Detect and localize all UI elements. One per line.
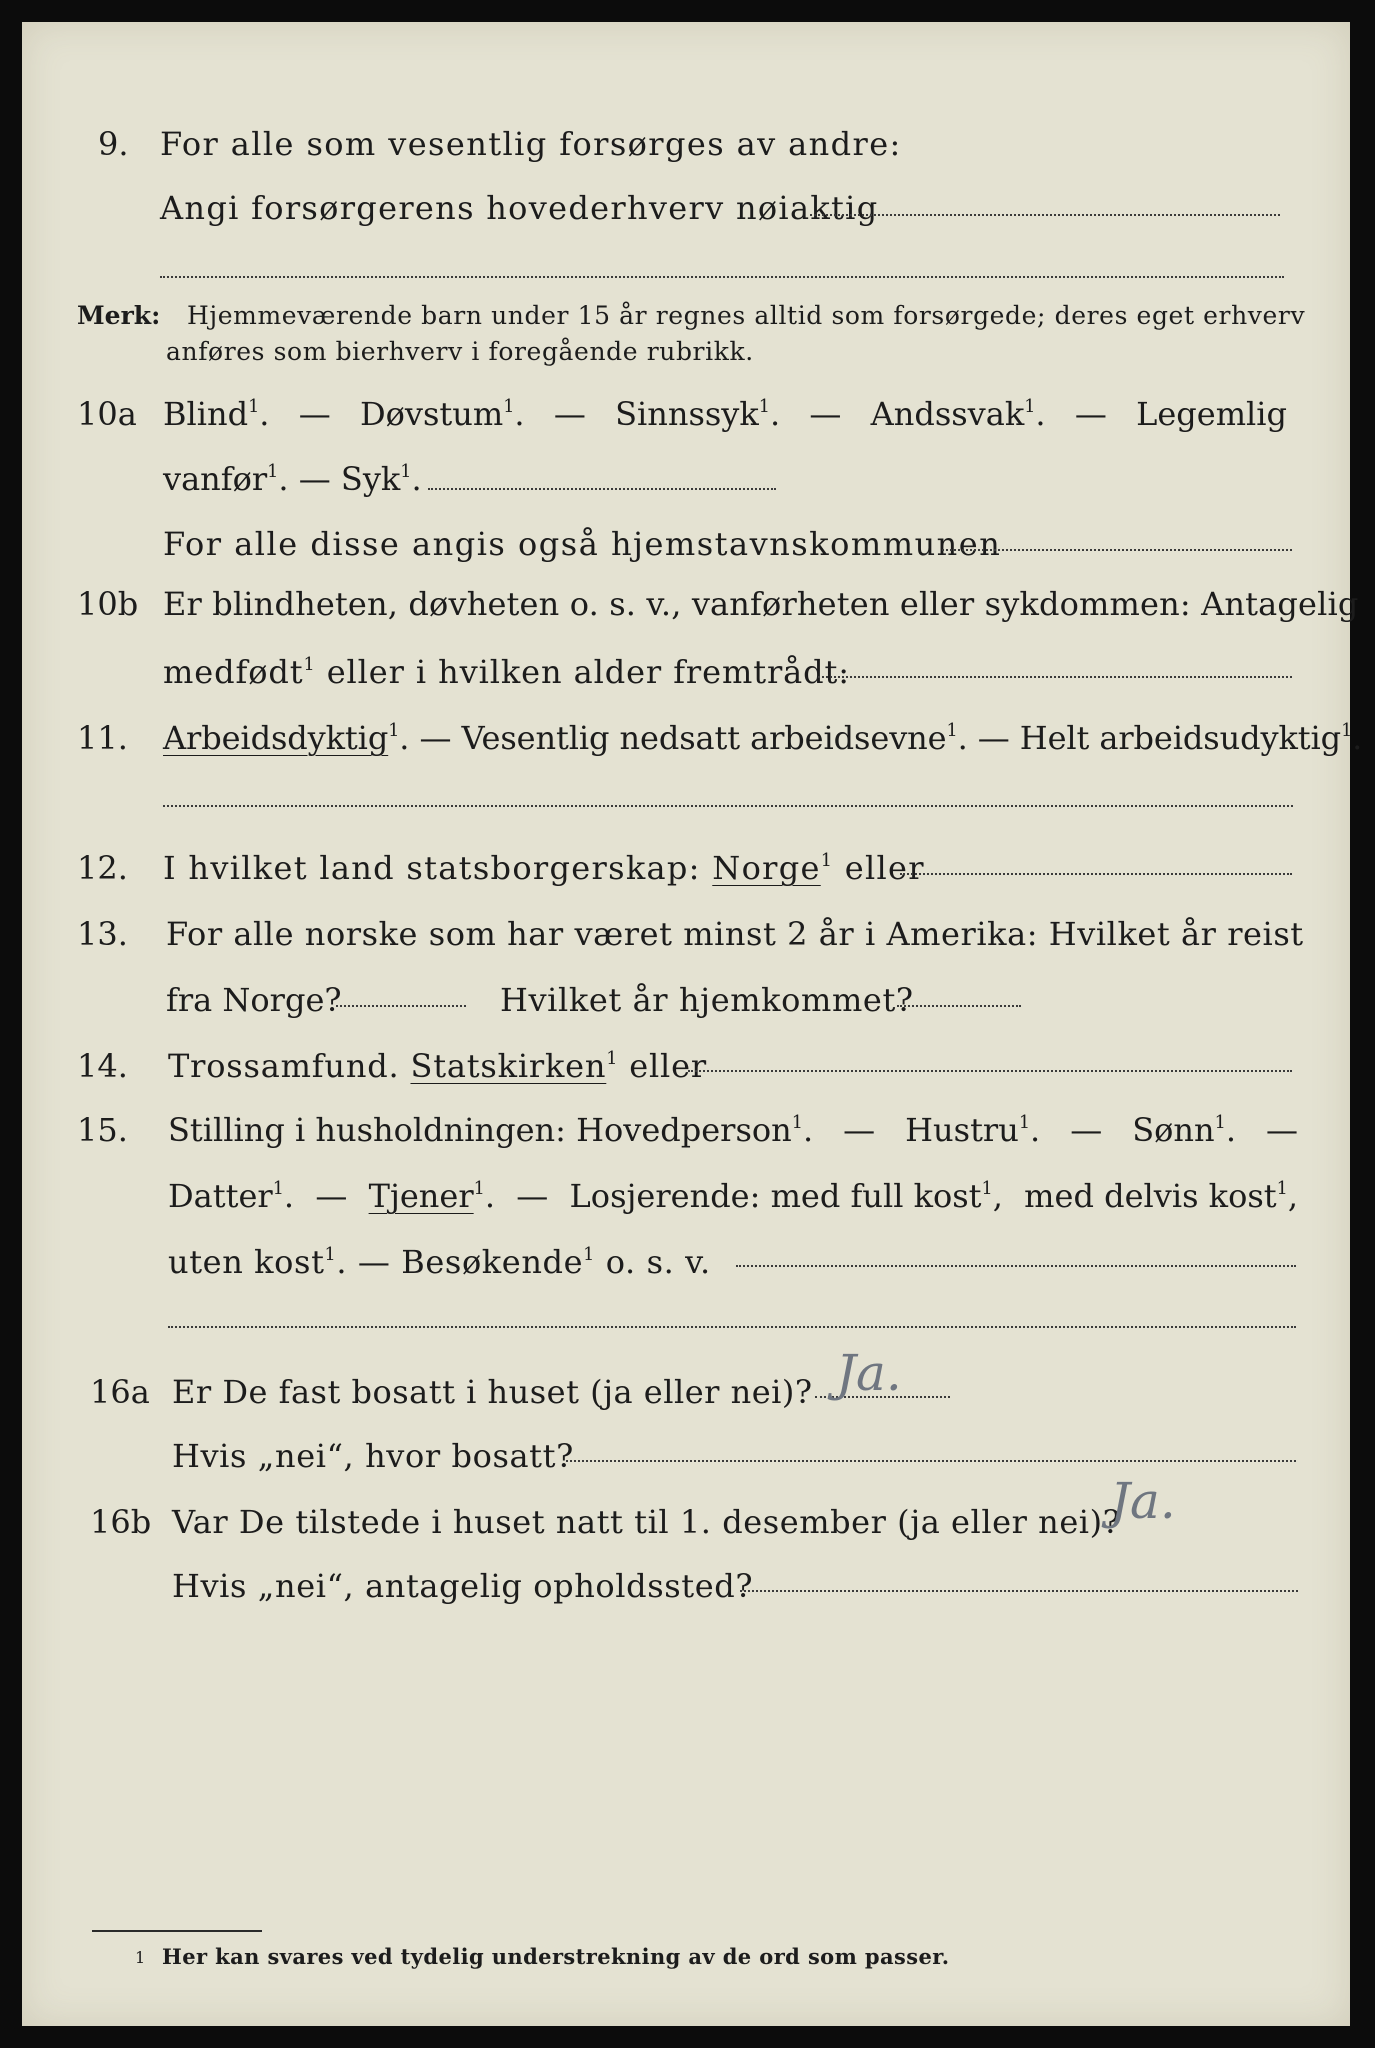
question-12-answer-line <box>900 873 1292 875</box>
question-14-answer-line <box>688 1070 1292 1072</box>
question-14-number: 14. <box>77 1047 128 1085</box>
question-10a-answer-line <box>428 488 776 490</box>
option-udyktig: Helt arbeidsudyktig <box>1019 719 1342 757</box>
option-statskirken-underlined: Statskirken <box>410 1047 607 1085</box>
question-11-number: 11. <box>77 719 128 757</box>
question-10a-line1: Blind$^1$. — Døvstum$^1$. — Sinnssyk$^1$. — Andssvak$^1$. — Legemlig <box>163 395 1287 433</box>
question-16a-line1: Er De fast bosatt i huset (ja eller nei)? <box>172 1373 813 1411</box>
question-13-fra-line <box>336 1005 466 1007</box>
question-9-line2: Angi forsørgerens hovederhverv nøiaktig <box>160 189 879 227</box>
question-16a-line2: Hvis „nei“, hvor bosatt? <box>172 1437 574 1475</box>
question-13-hjem-label: Hvilket år hjemkommet? <box>500 981 914 1019</box>
question-12-line: I hvilket land statsborgerskap: Norge$^1$ eller <box>163 849 925 887</box>
question-13-fra-label: fra Norge? <box>166 981 342 1019</box>
question-15-number: 15. <box>77 1111 128 1149</box>
footnote-marker: 1 <box>135 1948 146 1967</box>
question-16a-handwritten-answer: Ja. <box>836 1344 902 1402</box>
question-13-line1: For alle norske som har været minst 2 år i Amerika: Hvilket år reist <box>166 915 1304 953</box>
merk-label: Merk: <box>77 301 161 330</box>
question-13-hjem-line <box>897 1005 1021 1007</box>
option-medfodt: medfødt <box>163 653 304 691</box>
question-9-answer-line <box>810 214 1280 216</box>
merk-line1: Hjemmeværende barn under 15 år regnes alltid som forsørgede; deres eget erhverv <box>187 301 1306 330</box>
option-vanfor: vanfør <box>163 460 268 498</box>
question-11-extra-line <box>163 805 1293 807</box>
option-blind: Blind <box>163 395 249 433</box>
option-syk: Syk <box>340 460 401 498</box>
question-15-answer-line <box>736 1265 1296 1267</box>
question-13-number: 13. <box>77 915 128 953</box>
option-andssvak: Andssvak <box>870 395 1025 433</box>
question-11-line1: Arbeidsdyktig$^1$. — Vesentlig nedsatt arbeidsevne$^1$. — Helt arbeidsudyktig$^1$. <box>163 719 1363 757</box>
question-10b-answer-line <box>818 676 1292 678</box>
question-10a-line2: vanfør$^1$. — Syk$^1$. <box>163 460 422 498</box>
footnote-text: Her kan svares ved tydelig understrekning av de ord som passer. <box>162 1944 950 1969</box>
question-16b-line2: Hvis „nei“, antagelig opholdssted? <box>172 1567 754 1605</box>
question-10a-line3: For alle disse angis også hjemstavnskommunen <box>163 525 1002 563</box>
merk-line2: anføres som bierhverv i foregående rubrikk. <box>166 337 754 366</box>
question-10a-kommune-line <box>942 549 1292 551</box>
question-9-number: 9. <box>98 125 129 163</box>
option-dovstum: Døvstum <box>359 395 504 433</box>
question-15-line3: uten kost$^1$. — Besøkende$^1$ o. s. v. <box>168 1243 711 1281</box>
question-16b-handwritten-answer: Ja. <box>1110 1472 1176 1530</box>
option-tjener-underlined: Tjener <box>368 1177 474 1215</box>
question-16b-number: 16b <box>90 1503 152 1541</box>
question-9-extra-line <box>160 276 1284 278</box>
question-16a-bosatt-line <box>566 1460 1296 1462</box>
question-10a-number: 10a <box>77 395 137 433</box>
option-legemlig: Legemlig <box>1136 395 1287 433</box>
question-16b-line1: Var De tilstede i huset natt til 1. desember (ja eller nei)? <box>172 1503 1121 1541</box>
question-15-extra-line <box>168 1326 1296 1328</box>
question-10b-number: 10b <box>77 585 139 623</box>
option-nedsatt: Vesentlig nedsatt arbeidsevne <box>461 719 947 757</box>
question-16a-number: 16a <box>90 1373 150 1411</box>
question-10b-line1: Er blindheten, døvheten o. s. v., vanførheten eller sykdommen: Antagelig <box>163 585 1359 623</box>
question-9-line1: For alle som vesentlig forsørges av andre: <box>160 125 902 163</box>
option-arbeidsdyktig-underlined: Arbeidsdyktig <box>163 719 389 757</box>
footnote-rule <box>92 1930 262 1932</box>
question-15-line1: Stilling i husholdningen: Hovedperson$^1$. — Hustru$^1$. — Sønn$^1$. — <box>168 1111 1298 1149</box>
question-16b-answer-line <box>740 1590 1298 1592</box>
question-15-line2: Datter$^1$. — Tjener$^1$. — Losjerende: med full kost$^1$, med delvis kost$^1$, <box>168 1177 1298 1215</box>
question-12-number: 12. <box>77 849 128 887</box>
option-sinnssyk: Sinnssyk <box>615 395 759 433</box>
option-norge-underlined: Norge <box>712 849 821 887</box>
question-10b-line2: medfødt$^1$ eller i hvilken alder fremtrådt: <box>163 653 850 691</box>
question-14-line: Trossamfund. Statskirken$^1$ eller <box>168 1047 707 1085</box>
